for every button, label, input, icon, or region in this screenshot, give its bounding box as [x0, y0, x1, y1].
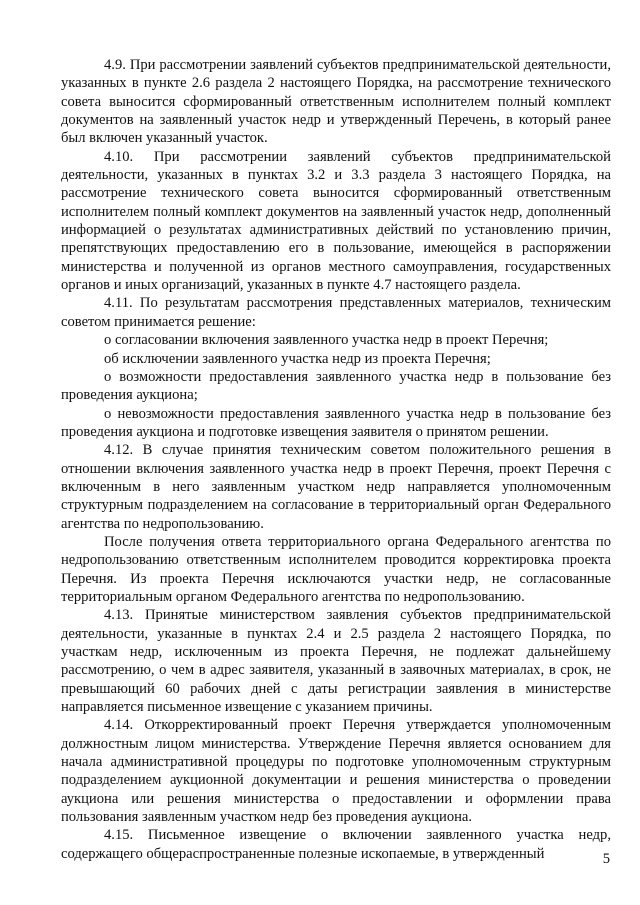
decision-option-4: о невозможности предоставления заявленного участка недр в пользование без проведения аукциона и подготовке извещения заявителя о принятом решении. [61, 405, 611, 440]
paragraph-4-14: 4.14. Откорректированный проект Перечня утверждается уполномоченным должностным лицом министерства. Утверждение Перечня является основанием для начала административной процедуры по подготовке уполномоченным структурным подразделением аукционной документации и решения министерства о проведении аукциона или решения министерства о предоставлении и оформлении права пользования заявленным участком недр без проведения аукциона. [61, 717, 611, 826]
paragraph-4-9: 4.9. При рассмотрении заявлений субъектов предпринимательской деятельности, указанных в пункте 2.6 раздела 2 настоящего Порядка, на рассмотрение технического совета выносится сформированный ответственным исполнителем полный комплект документов на заявленный участок недр и утвержденный Перечень, в который ранее был включен указанный участок. [61, 57, 611, 147]
document-body [61, 56, 611, 863]
paragraph-4-13: 4.13. Принятые министерством заявления субъектов предпринимательской деятельности, указанные в пунктах 2.4 и 2.5 раздела 2 настоящего Порядка, по участкам недр, исключенным из проекта Перечня, не подлежат дальнейшему рассмотрению, о чем в адрес заявителя, указанный в заявочных материалах, в срок, не превышающий 60 рабочих дней с даты регистрации заявления в министерстве направляется письменное извещение с указанием причины. [61, 607, 611, 716]
paragraph-4-12: 4.12. В случае принятия техническим советом положительного решения в отношении включения заявленного участка недр в проект Перечня, проект Перечня с включенным в него заявленным участком недр направляется уполномоченным структурным подразделением на согласование в территориальный орган Федерального агентства по недропользованию. [61, 442, 611, 532]
decision-option-2: об исключении заявленного участка недр из проекта Перечня; [104, 350, 491, 367]
page-number: 5 [602, 851, 610, 867]
paragraph-4-10: 4.10. При рассмотрении заявлений субъектов предпринимательской деятельности, указанных в пунктах 3.2 и 3.3 раздела 3 настоящего Порядка, на рассмотрение технического совета выносится сформированный ответственным исполнителем полный комплект документов на заявленный участок недр, дополненный информацией о результатах административных действий по установлению причин, препятствующих предоставлению его в пользование, имеющейся в распоряжении министерства и полученной из органов местного самоуправления, государственных органов и иных организаций, указанных в пункте 4.7 настоящего раздела. [61, 148, 611, 294]
decision-option-3: о возможности предоставления заявленного участка недр в пользование без проведения аукциона; [61, 368, 611, 404]
paragraph-4-15: 4.15. Письменное извещение о включении заявленного участка недр, содержащего общераспространенные полезные ископаемые, в утвержденный [61, 827, 611, 862]
decision-option-1: о согласовании включения заявленного участка недр в проект Перечня; [104, 332, 549, 349]
paragraph-4-11: 4.11. По результатам рассмотрения представленных материалов, техническим советом принимается решение: [61, 295, 611, 330]
paragraph-4-12-continuation: После получения ответа территориального органа Федерального агентства по недропользованию ответственным исполнителем проводится корректировка проекта Перечня. Из проекта Перечня исключаются участки недр, не согласованные территориальным органом Федерального агентства по недропользованию. [61, 533, 611, 605]
